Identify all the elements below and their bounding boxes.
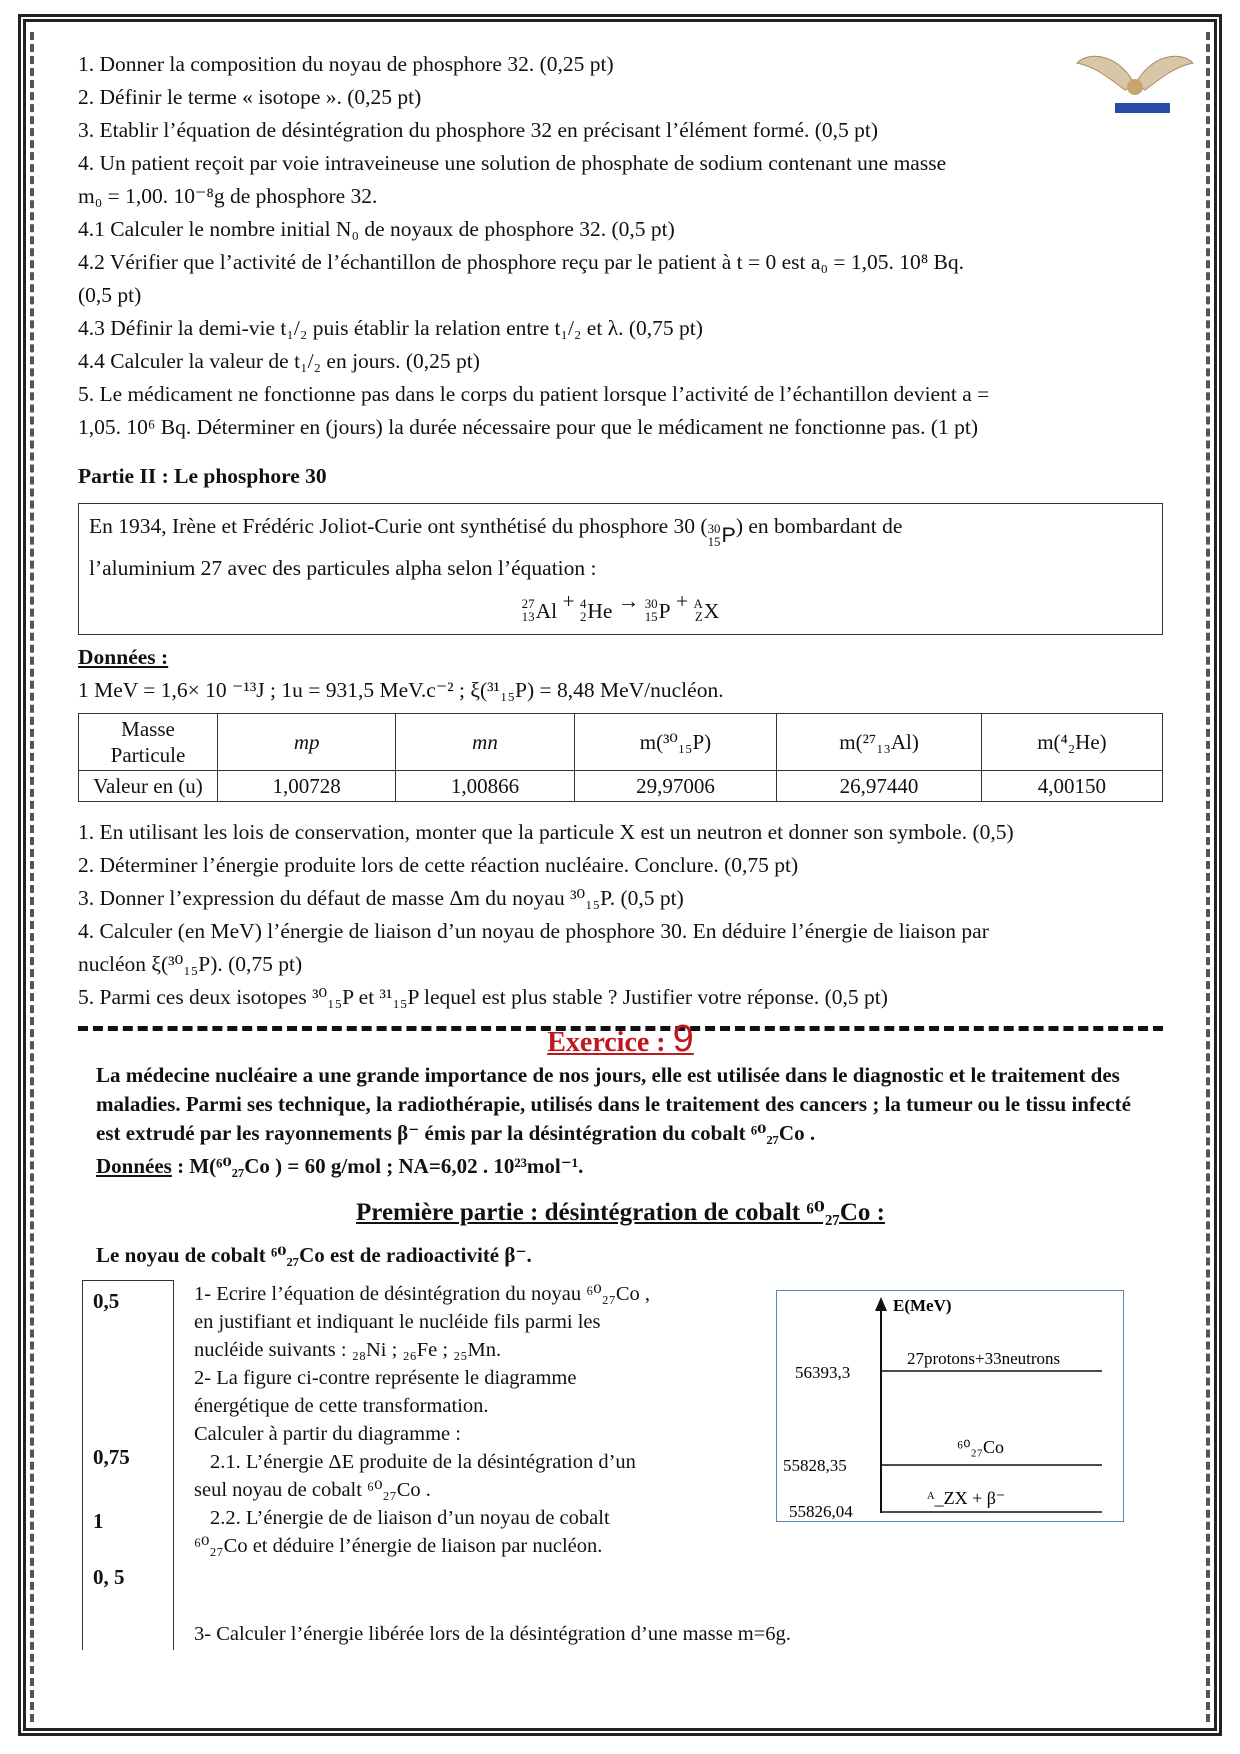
question-5-line-2: 1,05. 10⁶ Bq. Déterminer en (jours) la durée nécessaire pour que le médicament ne fonctionne pas. (1 pt) — [78, 415, 979, 439]
table-row — [79, 770, 1163, 801]
level-label: ᴬ_ZX + β⁻ — [927, 1487, 1006, 1508]
level-label: 27protons+33neutrons — [907, 1348, 1061, 1368]
donnees-2-text: : M(⁶⁰₂₇Co ) = 60 g/mol ; NA=6,02 . 10²³mol⁻¹. — [171, 1153, 584, 1178]
axis-arrow-icon — [875, 1297, 887, 1311]
question-4-2: 4.2 Vérifier que l’activité de l’échantillon de phosphore reçu par le patient à t = 0 est a₀ = 1,05. 10⁸ Bq. — [78, 250, 965, 274]
table-header-cell: mp — [218, 713, 396, 770]
points-column — [82, 1280, 174, 1650]
question-4-3: 4.3 Définir la demi-vie t₁/₂ puis établir la relation entre t₁/₂ et λ. (0,75 pt) — [78, 316, 703, 340]
table-cell: 1,00728 — [218, 770, 396, 801]
ex9-q2-b: énergétique de cette transformation. — [194, 1394, 489, 1417]
table-cell: 1,00866 — [396, 770, 574, 801]
donnees-2-label: Données — [96, 1153, 172, 1178]
mass-table — [78, 713, 1163, 802]
part2-question-1: 1. En utilisant les lois de conservation, monter que la particule X est un neutron et donner son symbole. (0,5) — [78, 819, 1014, 844]
table-header-cell: m(²⁷₁₃Al) — [777, 713, 982, 770]
donnees-2 — [78, 1152, 1163, 1181]
part2-question-5: 5. Parmi ces deux isotopes ³⁰₁₅P et ³¹₁₅P lequel est plus stable ? Justifier votre réponse. (0,5 pt) — [78, 984, 888, 1009]
question-4: 4. Un patient reçoit par voie intraveineuse une solution de phosphate de sodium contenant une masse — [78, 151, 947, 175]
question-4-4: 4.4 Calculer la valeur de t₁/₂ en jours. (0,25 pt) — [78, 349, 480, 373]
points-value: 0,75 — [93, 1444, 130, 1469]
phosphorus-30-symbol: 30 15 P — [707, 522, 736, 549]
exercise-number: 9 — [672, 1017, 694, 1060]
points-value: 0, 5 — [93, 1564, 125, 1589]
history-box — [78, 503, 1163, 635]
ex9-q22-a: 2.2. L’énergie de de liaison d’un noyau de cobalt — [210, 1506, 610, 1529]
ex9-q2-a: 2- La figure ci-contre représente le diagramme — [194, 1366, 577, 1389]
box-text-b: ) en bombardant de — [735, 514, 903, 538]
page-content — [78, 48, 1163, 1650]
part2-question-4: 4. Calculer (en MeV) l’énergie de liaison d’un noyau de phosphore 30. En déduire l’énergie de liaison par — [78, 918, 989, 943]
table-row-label: Valeur en (u) — [79, 770, 218, 801]
question-3: 3. Etablir l’équation de désintégration du phosphore 32 en précisant l’élément formé. (0,5 pt) — [78, 118, 879, 142]
exercise-intro: La médecine nucléaire a une grande importance de nos jours, elle est utilisée dans le diagnostic et le traitement des maladies. Parmi ses technique, la radiothérapie, utilisés dans le traitement des cancers ; la tumeur ou le tissu infecté est extrudé par les rayonnements β⁻ émis par la désintégration du cobalt ⁶⁰₂₇Co . — [96, 1062, 1131, 1145]
table-header-cell: m(⁴₂He) — [981, 713, 1162, 770]
axis-label: E(MeV) — [893, 1295, 952, 1315]
reaction-equation: 27 13 Al + 4 2 He → 30 15 P + A Z X — [521, 589, 720, 625]
question-5-line-1: 5. Le médicament ne fonctionne pas dans le corps du patient lorsque l’activité de l’échantillon devient a = — [78, 382, 990, 406]
partie-2-title: Partie II : Le phosphore 30 — [78, 464, 327, 488]
question-2: 2. Définir le terme « isotope ». (0,25 pt) — [78, 85, 422, 109]
table-header-cell: Masse Particule — [79, 713, 218, 770]
table-header-row — [79, 713, 1163, 770]
level-value: 55828,35 — [783, 1455, 847, 1475]
exercise-title — [78, 1017, 1163, 1061]
energy-diagram-svg — [777, 1291, 1122, 1520]
premiere-partie-title: Première partie : désintégration de cobalt ⁶⁰₂₇Co : — [356, 1198, 885, 1226]
ex9-q22-b: ⁶⁰₂₇Co et déduire l’énergie de liaison par nucléon. — [194, 1534, 603, 1557]
donnees-line: 1 MeV = 1,6× 10 ⁻¹³J ; 1u = 931,5 MeV.c⁻² ; ξ(³¹₁₅P) = 8,48 MeV/nucléon. — [78, 677, 724, 702]
question-1: 1. Donner la composition du noyau de phosphore 32. (0,25 pt) — [78, 52, 614, 76]
ex9-q2-c: Calculer à partir du diagramme : — [194, 1422, 461, 1445]
ex9-q21-b: seul noyau de cobalt ⁶⁰₂₇Co . — [194, 1478, 431, 1501]
table-cell: 26,97440 — [777, 770, 982, 801]
energy-diagram — [776, 1290, 1124, 1522]
exercise-label: Exercice : — [547, 1026, 666, 1058]
points-value: 0,5 — [93, 1288, 120, 1313]
box-text-c: l’aluminium 27 avec des particules alpha selon l’équation : — [89, 556, 597, 581]
exercise-questions-area — [78, 1280, 1163, 1650]
level-value: 55826,04 — [789, 1501, 853, 1520]
level-label: ⁶⁰₂₇Co — [957, 1436, 1005, 1457]
ex9-q1-b: en justifiant et indiquant le nucléide fils parmi les — [194, 1310, 601, 1333]
table-cell: 29,97006 — [574, 770, 777, 801]
question-4-mass: m₀ = 1,00. 10⁻⁸g de phosphore 32. — [78, 184, 378, 208]
part2-question-2: 2. Déterminer l’énergie produite lors de cette réaction nucléaire. Conclure. (0,75 pt) — [78, 852, 799, 877]
cobalt-radioactivity-line: Le noyau de cobalt ⁶⁰₂₇Co est de radioactivité β⁻. — [96, 1242, 532, 1267]
part2-question-3: 3. Donner l’expression du défaut de masse Δm du noyau ³⁰₁₅P. (0,5 pt) — [78, 885, 684, 910]
points-value: 1 — [93, 1508, 104, 1533]
exercise-questions — [194, 1280, 714, 1560]
question-4-1: 4.1 Calculer le nombre initial N₀ de noyaux de phosphore 32. (0,5 pt) — [78, 217, 675, 241]
question-4-2-points: (0,5 pt) — [78, 283, 142, 307]
donnees-title: Données : — [78, 644, 169, 669]
ex9-q3: 3- Calculer l’énergie libérée lors de la désintégration d’une masse m=6g. — [194, 1622, 791, 1645]
box-text-a: En 1934, Irène et Frédéric Joliot-Curie ont synthétisé du phosphore 30 ( — [89, 514, 708, 538]
level-value: 56393,3 — [795, 1362, 851, 1382]
ex9-q21-a: 2.1. L’énergie ΔE produite de la désintégration d’un — [210, 1450, 636, 1473]
table-header-cell: mn — [396, 713, 574, 770]
ex9-q1-a: 1- Ecrire l’équation de désintégration du noyau ⁶⁰₂₇Co , — [194, 1282, 651, 1305]
part2-question-4-cont: nucléon ξ(³⁰₁₅P). (0,75 pt) — [78, 951, 303, 976]
table-header-cell: m(³⁰₁₅P) — [574, 713, 777, 770]
table-cell: 4,00150 — [981, 770, 1162, 801]
ex9-q1-c: nucléide suivants : ₂₈Ni ; ₂₆Fe ; ₂₅Mn. — [194, 1338, 502, 1361]
